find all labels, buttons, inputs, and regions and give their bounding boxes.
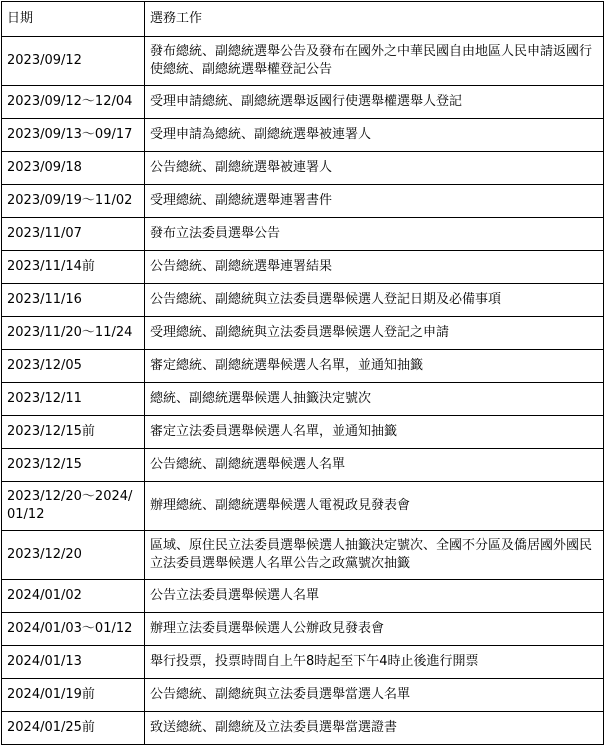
table-row (2, 218, 604, 251)
date-text: 2023/11/20～11/24 (7, 325, 133, 340)
task-text: 公告總統、副總統與立法委員選舉候選人登記日期及必備事項 (150, 292, 502, 307)
task-text: 公告總統、副總統與立法委員選舉當選人名單 (150, 687, 411, 702)
date-text: 2023/11/14前 (7, 259, 95, 274)
date-cell (2, 416, 145, 449)
table-row (2, 284, 604, 317)
task-cell (145, 86, 604, 119)
task-cell (145, 152, 604, 185)
task-cell (145, 580, 604, 613)
task-text: 審定立法委員選舉候選人名單，並通知抽籤 (150, 424, 398, 439)
task-cell (145, 449, 604, 482)
task-cell (145, 317, 604, 350)
table-row (2, 449, 604, 482)
table-row (2, 416, 604, 449)
task-text: 公告立法委員選舉候選人名單 (150, 588, 320, 603)
table-row (2, 383, 604, 416)
date-text: 2023/12/15前 (7, 424, 95, 439)
task-text: 區域、原住民立法委員選舉候選人抽籤決定號次、全國不分區及僑居國外國民立法委員選舉候選人名單公告之政黨號次抽籤 (150, 538, 593, 571)
task-text: 辦理總統、副總統選舉候選人電視政見發表會 (150, 498, 411, 513)
task-cell (145, 646, 604, 679)
task-cell (145, 119, 604, 152)
date-text: 2023/12/20 (7, 547, 82, 562)
date-cell (2, 218, 145, 251)
date-cell (2, 646, 145, 679)
task-text: 受理總統、副總統與立法委員選舉候選人登記之申請 (150, 325, 450, 340)
date-text: 2024/01/02 (7, 588, 82, 603)
date-text: 2024/01/19前 (7, 687, 95, 702)
date-cell (2, 531, 145, 580)
date-cell (2, 152, 145, 185)
date-cell (2, 613, 145, 646)
date-text: 2023/09/12～12/04 (7, 94, 133, 109)
task-cell (145, 531, 604, 580)
header-task: 選務工作 (145, 2, 604, 37)
task-text: 舉行投票，投票時間自上午8時起至下午4時止後進行開票 (150, 654, 479, 669)
task-cell (145, 482, 604, 531)
task-text: 總統、副總統選舉候選人抽籤決定號次 (150, 391, 372, 406)
table-row (2, 317, 604, 350)
task-cell (145, 37, 604, 86)
date-cell (2, 350, 145, 383)
date-cell (2, 185, 145, 218)
date-cell (2, 251, 145, 284)
date-text: 2023/12/20～2024/01/12 (7, 489, 133, 522)
table-row (2, 37, 604, 86)
task-text: 受理申請總統、副總統選舉返國行使選舉權選舉人登記 (150, 94, 463, 109)
table-row (2, 580, 604, 613)
task-cell (145, 284, 604, 317)
date-cell (2, 86, 145, 119)
date-text: 2023/09/19～11/02 (7, 193, 133, 208)
date-text: 2023/11/16 (7, 292, 82, 307)
date-text: 2023/12/15 (7, 457, 82, 472)
date-text: 2024/01/03～01/12 (7, 621, 133, 636)
date-cell (2, 317, 145, 350)
table-row (2, 482, 604, 531)
task-text: 公告總統、副總統選舉被連署人 (150, 160, 333, 175)
task-cell (145, 416, 604, 449)
date-text: 2023/12/05 (7, 358, 82, 373)
date-text: 2024/01/13 (7, 654, 82, 669)
task-cell (145, 679, 604, 712)
task-cell (145, 383, 604, 416)
task-cell (145, 185, 604, 218)
table-row (2, 119, 604, 152)
task-text: 辦理立法委員選舉候選人公辦政見發表會 (150, 621, 385, 636)
table-row (2, 350, 604, 383)
date-cell (2, 449, 145, 482)
task-text: 致送總統、副總統及立法委員選舉當選證書 (150, 720, 398, 735)
date-text: 2023/12/11 (7, 391, 82, 406)
table-row (2, 646, 604, 679)
date-cell (2, 119, 145, 152)
task-text: 發布立法委員選舉公告 (150, 226, 281, 241)
date-cell (2, 679, 145, 712)
date-cell (2, 383, 145, 416)
date-cell (2, 482, 145, 531)
date-text: 2023/09/13～09/17 (7, 127, 133, 142)
table-row (2, 531, 604, 580)
task-text: 受理申請為總統、副總統選舉被連署人 (150, 127, 372, 142)
task-text: 公告總統、副總統選舉連署結果 (150, 259, 333, 274)
table-row (2, 679, 604, 712)
table-header-row (2, 2, 604, 37)
task-text: 發布總統、副總統選舉公告及發布在國外之中華民國自由地區人民申請返國行使總統、副總統選舉權登記公告 (150, 44, 593, 77)
table-row (2, 152, 604, 185)
election-schedule-table (1, 1, 604, 745)
date-text: 2024/01/25前 (7, 720, 95, 735)
task-text: 受理總統、副總統選舉連署書件 (150, 193, 333, 208)
date-text: 2023/11/07 (7, 226, 82, 241)
date-cell (2, 580, 145, 613)
task-text: 審定總統、副總統選舉候選人名單，並通知抽籤 (150, 358, 424, 373)
task-cell (145, 613, 604, 646)
table-row (2, 86, 604, 119)
date-text: 2023/09/18 (7, 160, 82, 175)
table-row (2, 185, 604, 218)
table-row (2, 251, 604, 284)
task-cell (145, 218, 604, 251)
date-text: 2023/09/12 (7, 53, 82, 68)
task-text: 公告總統、副總統選舉候選人名單 (150, 457, 346, 472)
header-date: 日期 (2, 2, 145, 37)
table-row (2, 613, 604, 646)
task-cell (145, 350, 604, 383)
task-cell (145, 251, 604, 284)
date-cell (2, 284, 145, 317)
date-cell (2, 37, 145, 86)
